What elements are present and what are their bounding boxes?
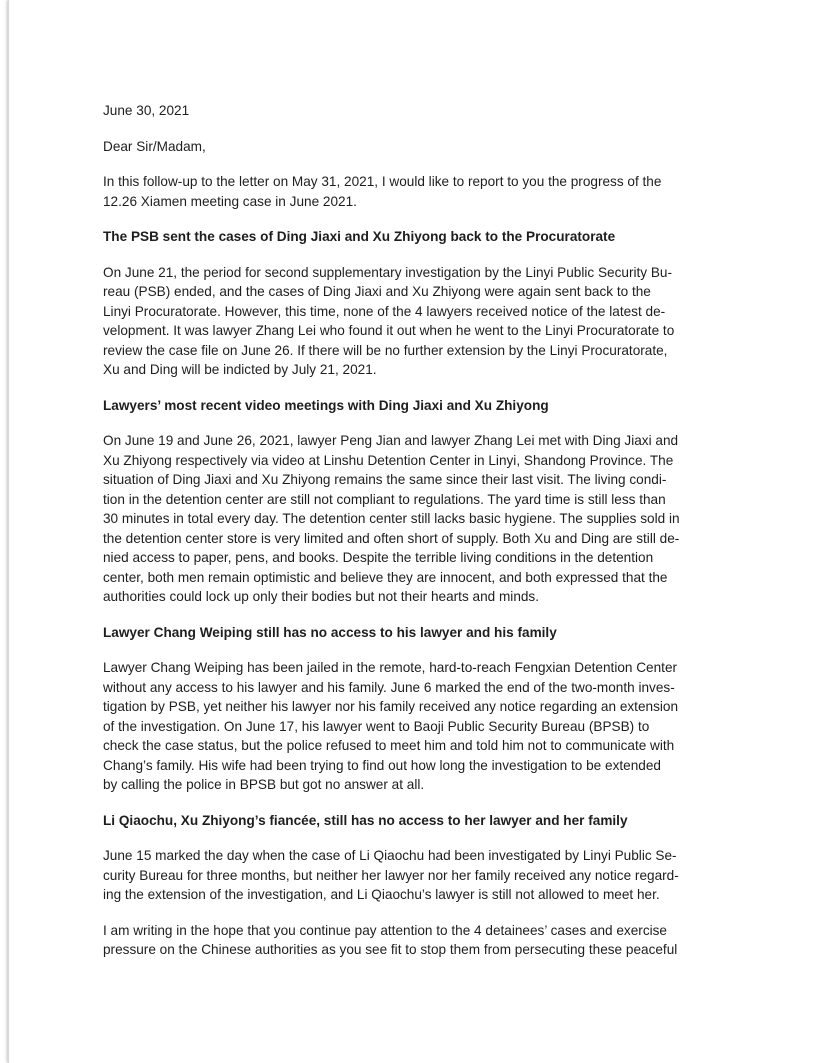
section-heading-video-meetings: Lawyers’ most recent video meetings with Ding Jiaxi and Xu Zhiyong (103, 397, 549, 413)
paragraph-line: situation of Ding Jiaxi and Xu Zhiyong remains the same since their last visit. The living condi- (103, 472, 667, 487)
paragraph-line: ing the extension of the investigation, and Li Qiaochu’s lawyer is still not allowed to meet her. (103, 887, 660, 902)
paragraph-line: 12.26 Xiamen meeting case in June 2021. (103, 193, 357, 209)
section-paragraph-video-meetings (103, 431, 729, 607)
paragraph-line: nied access to paper, pens, and books. Despite the terrible living conditions in the detention (103, 550, 654, 565)
paragraph-line: On June 21, the period for second supplementary investigation by the Linyi Public Security Bu- (103, 264, 672, 280)
paragraph-line: Xu Zhiyong respectively via video at Linshu Detention Center in Linyi, Shandong Province. The (103, 452, 674, 468)
paragraph-line: tion in the detention center are still not compliant to regulations. The yard time is still less than (103, 491, 666, 507)
paragraph-line: I am writing in the hope that you continue pay attention to the 4 detainees’ cases and exercise (103, 922, 667, 938)
paragraph-line: June 15 marked the day when the case of Li Qiaochu had been investigated by Linyi Public Se- (103, 848, 677, 863)
intro-paragraph (103, 172, 729, 211)
closing-paragraph (103, 921, 729, 960)
section-paragraph-psb (103, 263, 729, 380)
paragraph-line: Chang’s family. His wife had been trying to find out how long the investigation to be extended (103, 757, 661, 773)
paragraph-line: authorities could lock up only their bodies but not their hearts and minds. (103, 589, 540, 604)
paragraph-line: pressure on the Chinese authorities as you see fit to stop them from persecuting these peaceful (103, 942, 678, 957)
letter-date: June 30, 2021 (103, 103, 190, 118)
paragraph-line: On June 19 and June 26, 2021, lawyer Peng Jian and lawyer Zhang Lei met with Ding Jiaxi and (103, 433, 679, 448)
section-heading-li-qiaochu: Li Qiaochu, Xu Zhiyong’s fiancée, still has no access to her lawyer and her family (103, 812, 628, 828)
paragraph-line: 30 minutes in total every day. The detention center still lacks basic hygiene. The supplies sold in (103, 511, 680, 526)
paragraph-line: check the case status, but the police refused to meet him and told him not to communicate with (103, 738, 675, 753)
section-paragraph-chang-weiping (103, 658, 729, 795)
letter-salutation: Dear Sir/Madam, (103, 138, 206, 154)
paragraph-line: velopment. It was lawyer Zhang Lei who found it out when he went to the Linyi Procuratorate to (103, 323, 675, 338)
paragraph-line: without any access to his lawyer and his family. June 6 marked the end of the two-month inves- (103, 679, 675, 695)
letter-body (103, 101, 729, 976)
section-heading-psb: The PSB sent the cases of Ding Jiaxi and Xu Zhiyong back to the Procuratorate (103, 229, 616, 244)
paragraph-line: Xu and Ding will be indicted by July 21, 2021. (103, 362, 377, 377)
paragraph-line: reau (PSB) ended, and the cases of Ding Jiaxi and Xu Zhiyong were again sent back to the (103, 284, 651, 299)
paragraph-line: tigation by PSB, yet neither his lawyer nor his family received any notice regarding an extension (103, 699, 679, 714)
paragraph-line: of the investigation. On June 17, his lawyer went to Baoji Public Security Bureau (BPSB) to (103, 718, 650, 734)
paragraph-line: by calling the police in BPSB but got no answer at all. (103, 777, 425, 792)
section-paragraph-li-qiaochu (103, 846, 729, 905)
paragraph-line: curity Bureau for three months, but neither her lawyer nor her family received any notice regard- (103, 867, 679, 883)
paragraph-line: In this follow-up to the letter on May 31, 2021, I would like to report to you the progress of the (103, 174, 662, 189)
paragraph-line: review the case file on June 26. If there will be no further extension by the Linyi Procuratorate, (103, 342, 668, 358)
paragraph-line: Linyi Procuratorate. However, this time, none of the 4 lawyers received notice of the latest de- (103, 303, 666, 319)
document-page (8, 0, 828, 1063)
paragraph-line: Lawyer Chang Weiping has been jailed in the remote, hard-to-reach Fengxian Detention Center (103, 660, 678, 675)
section-heading-chang-weiping: Lawyer Chang Weiping still has no access to his lawyer and his family (103, 624, 557, 640)
paragraph-line: the detention center store is very limited and often short of supply. Both Xu and Ding are still de- (103, 530, 680, 546)
paragraph-line: center, both men remain optimistic and believe they are innocent, and both expressed that the (103, 569, 668, 585)
